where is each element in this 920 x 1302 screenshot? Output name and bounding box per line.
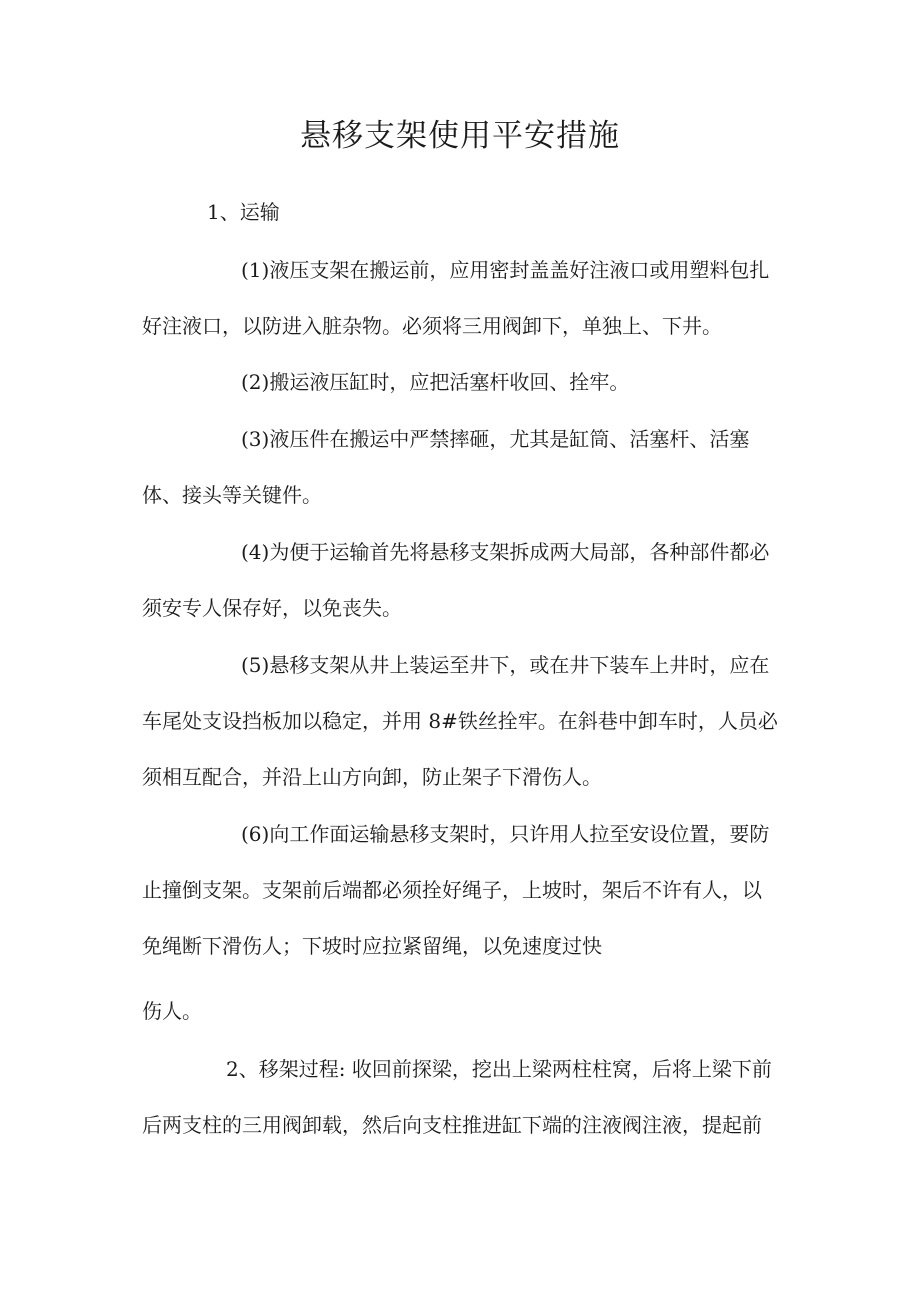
paragraph-line: 伤人。 xyxy=(142,999,202,1023)
paragraph-line: 车尾处支设挡板加以稳定，并用 8#铁丝拴牢。在斜巷中卸车时，人员必 xyxy=(142,709,778,733)
paragraph-line: 体、接头等关键件。 xyxy=(142,483,322,507)
paragraph-line: (6)向工作面运输悬移支架时，只许用人拉至安设位置，要防 xyxy=(241,822,770,846)
paragraph-line: (3)液压件在搬运中严禁摔砸，尤其是缸筒、活塞杆、活塞 xyxy=(241,427,750,451)
page-title: 悬移支架使用平安措施 xyxy=(300,118,620,154)
paragraph-line: (1)液压支架在搬运前，应用密封盖盖好注液口或用塑料包扎 xyxy=(241,258,770,282)
paragraph-line: 免绳断下滑伤人；下坡时应拉紧留绳，以免速度过快 xyxy=(142,934,602,958)
section-heading-moving: 2、移架过程: 收回前探梁，挖出上梁两柱柱窝，后将上梁下前 xyxy=(226,1057,772,1081)
paragraph-line: (5)悬移支架从井上装运至井下，或在井下装车上井时，应在 xyxy=(241,653,770,677)
paragraph-line: (4)为便于运输首先将悬移支架拆成两大局部，各种部件都必 xyxy=(241,540,770,564)
paragraph-line: 须相互配合，并沿上山方向卸，防止架子下滑伤人。 xyxy=(142,765,602,789)
paragraph-line: 须安专人保存好，以免丧失。 xyxy=(142,596,402,620)
paragraph-line: 后两支柱的三用阀卸载，然后向支柱推进缸下端的注液阀注液，提起前 xyxy=(142,1113,762,1137)
paragraph-line: (2)搬运液压缸时，应把活塞杆收回、拴牢。 xyxy=(241,370,630,394)
paragraph-line: 止撞倒支架。支架前后端都必须拴好绳子，上坡时，架后不许有人，以 xyxy=(142,878,762,902)
paragraph-line: 好注液口，以防进入脏杂物。必须将三用阀卸下，单独上、下井。 xyxy=(142,314,722,338)
section-heading-transport: 1、运输 xyxy=(207,200,280,224)
